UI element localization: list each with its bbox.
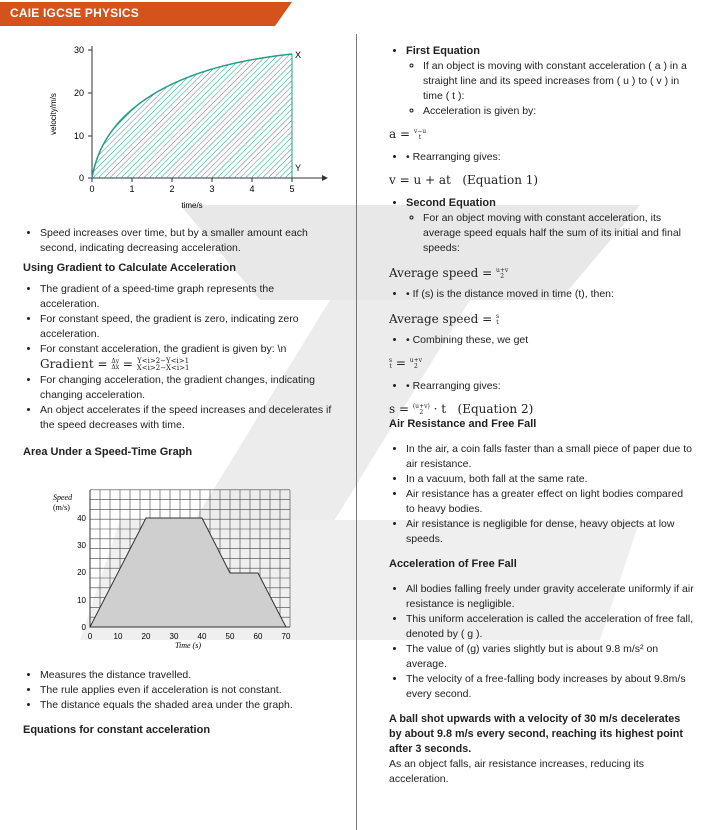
- y2-tick-10: 10: [77, 596, 86, 605]
- x-tick-2: 2: [169, 184, 175, 194]
- gradient-formula: Gradient = Δy Δx = Y<i>2−Y<i>1 X<i>2−X<i>1: [40, 356, 190, 372]
- x-ticks: [89, 178, 294, 194]
- a-frac: v−u t: [413, 127, 427, 141]
- list-item: • • If (s) is the distance moved in time (t), then:: [406, 287, 694, 302]
- x-tick-0: 0: [89, 184, 95, 194]
- speed-bullet-list: [23, 226, 333, 256]
- second-eq-sublist: [406, 211, 694, 256]
- list-item: • The distance equals the shaded area under the graph.: [40, 698, 333, 713]
- combining-list: [389, 333, 694, 348]
- list-item: • All bodies falling freely under gravity accelerate uniformly if air resistance is negligible.: [406, 582, 694, 612]
- second-eq-list: [389, 196, 694, 256]
- equations-heading: Equations for constant acceleration: [23, 724, 211, 736]
- speed-time-graph: [50, 488, 300, 653]
- area-list: [23, 668, 333, 713]
- x2-tick-30: 30: [169, 632, 179, 641]
- list-item: ◦ Acceleration is given by:: [423, 104, 694, 119]
- area-heading: Area Under a Speed-Time Graph: [23, 446, 193, 458]
- list-item: • For constant speed, the gradient is zero, indicating zero acceleration.: [40, 312, 333, 342]
- rearranging-list-2: [389, 379, 694, 394]
- list-item: • • Combining these, we get: [406, 333, 694, 348]
- eq-2-label: (Equation 2): [457, 402, 534, 416]
- list-item: ◦ If an object is moving with constant acceleration ( a ) in a straight line and its speed increases from ( u ) to ( v ) in time ( t ):: [423, 59, 694, 104]
- s-over-t: s t: [389, 356, 393, 370]
- freefall-heading: Acceleration of Free Fall: [389, 558, 517, 570]
- gradient-den: X<i>2−X<i>1: [136, 363, 190, 372]
- list-item: • Air resistance is negligible for dense, heavy objects at low speeds.: [406, 517, 694, 547]
- eq-1: v = u + at: [389, 173, 451, 187]
- ball-text: A ball shot upwards with a velocity of 30 m/s decelerates by about 9.8 m/s every second, reaching its highest point after 3 seconds.: [389, 713, 683, 755]
- velocity-time-graph: [40, 38, 340, 218]
- combined-formula: s t = u+v 2: [389, 356, 423, 370]
- y-tick-20: 20: [73, 88, 84, 98]
- air-fall-text: As an object falls, air resistance increases, reducing its acceleration.: [389, 758, 645, 785]
- gradient-item-text: For constant acceleration, the gradient is given by: \n: [40, 343, 287, 355]
- list-item: • For changing acceleration, the gradient changes, indicating changing acceleration.: [40, 373, 333, 403]
- shaded-area: [90, 518, 286, 627]
- y2-tick-40: 40: [77, 514, 86, 523]
- rearranging-2-text: Rearranging gives:: [412, 380, 501, 392]
- rearranging-1-text: Rearranging gives:: [412, 151, 501, 163]
- x-tick-5: 5: [289, 184, 295, 194]
- list-item: • Speed increases over time, but by a smaller amount each second, indicating decreasing acceleration.: [40, 226, 333, 256]
- gradient-heading: Using Gradient to Calculate Acceleration: [23, 262, 236, 274]
- list-item: • Measures the distance travelled.: [40, 668, 333, 683]
- rearranging-list-1: [389, 150, 694, 165]
- u-plus-v-frac: u+v 2: [409, 356, 423, 370]
- first-eq-heading: First Equation: [406, 45, 480, 57]
- list-item: • The value of (g) varies slightly but is about 9.8 m/s² on average.: [406, 642, 694, 672]
- avg-speed-2: Average speed =: [389, 312, 496, 326]
- gradient-formula-lhs: Gradient =: [40, 357, 108, 371]
- list-item: • • Rearranging gives:: [406, 379, 694, 394]
- x2-tick-0: 0: [87, 632, 93, 641]
- freefall-list: [389, 582, 694, 702]
- distance-list: [389, 287, 694, 302]
- y-axis-label: velocity/m/s: [49, 93, 58, 135]
- list-item: • In a vacuum, both fall at the same rate.: [406, 472, 694, 487]
- avg-frac-2: s t: [495, 312, 500, 326]
- x-tick-4: 4: [249, 184, 255, 194]
- avg-frac-1: u+v 2: [495, 266, 509, 280]
- average-speed-formula-1: [389, 266, 694, 281]
- y-label-speed: Speed: [53, 493, 73, 502]
- distance-text: If (s) is the distance moved in time (t), then:: [412, 288, 614, 300]
- y2-tick-30: 30: [77, 541, 86, 550]
- x2-tick-50: 50: [225, 632, 235, 641]
- equation-2: s = (u+v) 2 · t (Equation 2): [389, 402, 534, 416]
- acceleration-formula: [389, 127, 694, 142]
- y-tick-30: 30: [73, 45, 84, 55]
- eq2-frac: (u+v) 2: [412, 402, 430, 416]
- list-item: • The rule applies even if acceleration is not constant.: [40, 683, 333, 698]
- list-item: • This uniform acceleration is called the acceleration of free fall, denoted by ( g ).: [406, 612, 694, 642]
- page-title: CAIE IGCSE PHYSICS: [10, 6, 139, 20]
- eq-1-label: (Equation 1): [462, 173, 539, 187]
- list-item: • An object accelerates if the speed increases and decelerates if the speed decreases with time.: [40, 403, 333, 433]
- list-item: • The gradient of a speed-time graph represents the acceleration.: [40, 282, 333, 312]
- x2-tick-40: 40: [197, 632, 207, 641]
- point-y-label: Y: [295, 163, 302, 173]
- second-eq-heading: Second Equation: [406, 197, 496, 209]
- combining-text: Combining these, we get: [412, 334, 529, 346]
- eq-a-lhs: a =: [389, 127, 414, 141]
- x-tick-3: 3: [209, 184, 215, 194]
- first-eq-sublist: [406, 59, 694, 119]
- list-item: • • Rearranging gives:: [406, 150, 694, 165]
- gradient-frac: [137, 358, 190, 372]
- average-speed-formula-2: [389, 312, 694, 327]
- air-list: [389, 442, 694, 547]
- column-divider: [356, 34, 357, 830]
- x2-tick-70: 70: [281, 632, 291, 641]
- y-tick-10: 10: [73, 131, 84, 141]
- list-item: • The velocity of a free-falling body increases by about 9.8m/s every second.: [406, 672, 694, 702]
- gradient-num: Y<i>2−Y<i>1: [137, 356, 190, 365]
- y2-tick-0: 0: [81, 623, 86, 632]
- x-axis-label: time/s: [181, 201, 203, 210]
- point-x-label: X: [295, 50, 302, 60]
- list-item: • In the air, a coin falls faster than a small piece of paper due to air resistance.: [406, 442, 694, 472]
- equation-1: [389, 173, 694, 188]
- x-label-time: Time (s): [175, 641, 201, 650]
- list-item: • Air resistance has a greater effect on light bodies compared to heavy bodies.: [406, 487, 694, 517]
- x2-tick-60: 60: [253, 632, 263, 641]
- delta-frac: Δy Δx: [111, 357, 120, 371]
- second-eq-item: [406, 196, 694, 256]
- first-eq-list: [389, 44, 694, 119]
- y2-tick-20: 20: [77, 568, 86, 577]
- y-label-unit: (m/s): [53, 503, 70, 512]
- y-ticks: [74, 45, 92, 183]
- x2-tick-20: 20: [141, 632, 151, 641]
- gradient-list: [23, 282, 333, 433]
- first-eq-item: [406, 44, 694, 119]
- avg-speed-1: Average speed =: [389, 266, 496, 280]
- list-item: [40, 342, 333, 373]
- hatched-area: [92, 54, 292, 178]
- air-heading: Air Resistance and Free Fall: [389, 418, 537, 430]
- y-tick-0: 0: [78, 173, 84, 183]
- list-item: ◦ For an object moving with constant acceleration, its average speed equals half the sum of its initial and final speeds:: [423, 211, 694, 256]
- x2-tick-10: 10: [113, 632, 123, 641]
- x-tick-1: 1: [129, 184, 135, 194]
